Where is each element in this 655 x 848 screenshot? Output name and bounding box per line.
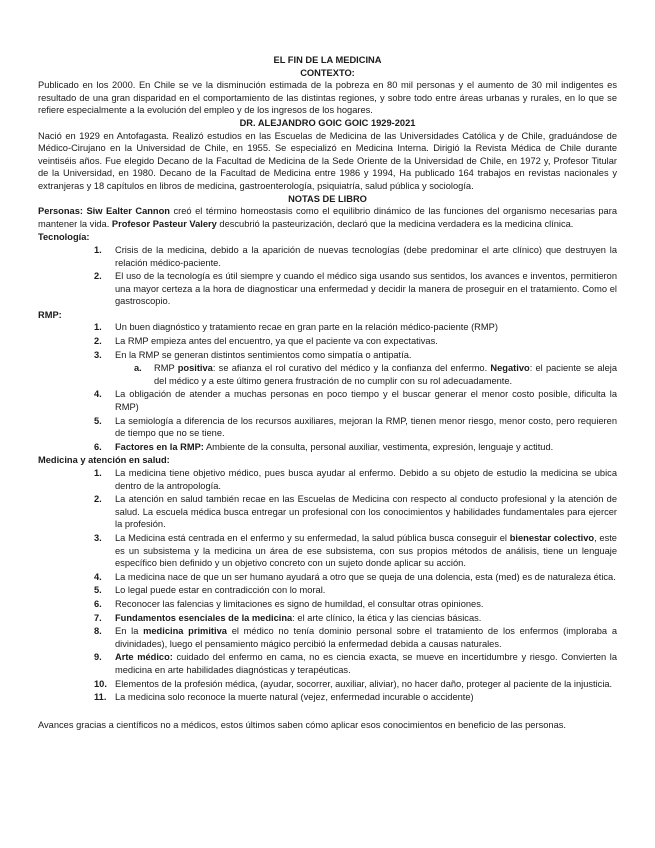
item-number: 11. [94,692,107,703]
notes-heading: NOTAS DE LIBRO [288,193,367,204]
item-number: 3. [94,349,102,360]
context-heading: CONTEXTO: [300,67,355,78]
item-text: Ambiente de la consulta, personal auxiliar, vestimenta, expresión, lenguaje y actitud. [203,441,554,452]
list-item [38,270,617,308]
item-bold-text: Factores en la RMP: [115,441,204,452]
rmp-sublist [38,362,617,387]
list-item [38,388,617,413]
sub-list-item [38,362,617,387]
context-paragraph: Publicado en los 2000. En Chile se ve la disminución estimada de la pobreza en 80 mil personas y el aumento de 30 mil indigentes es resultado de una gran disparidad en el comportamiento de las distintas regiones, y sobre todo entre áreas urbanas y rurales, en lo que se refiere especialmente a la evolución del empleo y de los ingresos de los hogares. [38,80,617,116]
list-item [38,467,617,492]
rmp-label: RMP: [38,309,62,320]
item-number: 4. [94,571,102,582]
negative-label: Negativo [490,363,530,374]
item-text: En la RMP se generan distintos sentimientos como simpatía o antipatía. [115,349,412,360]
document-title: EL FIN DE LA MEDICINA [273,55,382,65]
list-item [38,571,617,584]
item-number: 5. [94,415,102,426]
item-number: 1. [94,244,102,255]
item-text: El uso de la tecnología es útil siempre y cuando el médico siga usando sus sentidos, los avances e inventos, permitieron una mayor certeza a la hora de diagnosticar una enfermedad y decidir la manera de proseguir en el tratamiento. Como el gastroscopio. [115,271,617,307]
cannon-text: creó el término homeostasis como el equilibrio dinámico de las funciones del organismo necesarias para mantener la vida. [38,206,617,229]
negative-text: : el paciente se aleja del médico y a este último genera frustración de no cumplir con su rol adecuadamente. [154,363,618,386]
item-text: Reconocer las falencias y limitaciones es signo de humildad, el consultar otras opiniones. [115,598,484,609]
list-item [38,493,617,531]
item-number: 4. [94,389,102,400]
item-bold-text: Arte médico: [115,652,173,663]
sub-text-pre: RMP [154,363,178,374]
item-bold-text: Fundamentos esenciales de la medicina [115,612,293,623]
item-letter: a. [134,363,142,374]
item-text: La medicina nace de que un ser humano ayudará a otro que se queja de una dolencia, esta (med) es de naturaleza ética. [115,571,616,582]
item-number: 9. [94,652,102,663]
item-number: 2. [94,336,102,347]
item-text: La obligación de atender a muchas personas en poco tiempo y el buscar generar el menor costo posible, dificulta la RMP) [115,389,617,413]
medicine-label: Medicina y atención en salud: [38,455,170,466]
technology-list [38,244,617,308]
list-item [38,625,617,650]
item-number: 2. [94,271,102,282]
list-item [38,651,617,676]
item-number: 1. [94,468,102,478]
pasteur-text: descubrió la pasteurización, declaró que la medicina verdadera es la medicina clínica. [216,218,574,229]
cannon-name: Siw Ealter Cannon [86,206,170,217]
item-number: 6. [94,441,102,452]
positive-label: positiva [177,363,213,374]
list-item [38,441,617,454]
list-item [38,612,617,625]
spacer [38,705,617,719]
item-text-pre: En la [115,626,144,637]
list-item [38,691,617,704]
item-number: 10. [94,678,107,689]
pasteur-name: Profesor Pasteur Valery [111,218,217,229]
item-text-pre: La Medicina está centrada en el enfermo y su enfermedad, la salud pública busca conseguir el [115,532,510,543]
item-number: 3. [94,532,102,543]
item-text: Elementos de la profesión médica, (ayudar, socorrer, auxiliar, aliviar), no hacer daño, proteger al paciente de la injusticia. [115,678,613,689]
item-number: 5. [94,585,102,596]
item-bold-text: medicina primitiva [143,626,227,637]
item-text: La atención en salud también recae en las Escuelas de Medicina con respecto al conducto profesional y la atención de salud. La escuela médica busca entregar un profesional con los conocimientos y habilidades fundamentales para ejercer la profesión. [115,494,617,530]
item-text: La medicina solo reconoce la muerte natural (vejez, enfermedad incurable o accidente) [115,692,474,703]
item-text: La medicina tiene objetivo médico, pues busca ayudar al enfermo. Debido a su objeto de estudio la medicina se ubica dentro de la antropología. [115,468,617,491]
list-item [38,244,617,269]
medicine-list [38,467,617,704]
persons-paragraph [38,205,617,230]
list-item [38,335,617,348]
list-item [38,349,617,362]
positive-text: : se afianza el rol curativo del médico y la confianza del enfermo. [212,363,491,374]
list-item [38,532,617,570]
list-item [38,584,617,597]
author-paragraph: Nació en 1929 en Antofagasta. Realizó estudios en las Escuelas de Medicina de las Universidades Católica y de Chile, graduándose de Médico-Cirujano en la Universidad de Chile, en 1955. Se especializó en Medicina Interna. Dirigió la Revista Médica de Chile durante veintiséis años. Fue elegido Decano de la Facultad de Medicina de la Sede Oriente de la Universidad de Chile, en 1972 y, Profesor Titular de la Universidad, en 1980. Decano de la Facultad de Medicina entre 1986 y 1994, Ha publicado 164 trabajos en revistas nacionales y extranjeras y 18 capítulos en libros de medicina, gastroenterología, psiquiatría, salud pública y sociología. [38,130,617,191]
item-text: La semiología a diferencia de los recursos auxiliares, mejoran la RMP, tienen menor riesgo, menor costo, pero requieren de tiempo que no se tiene. [115,415,617,439]
item-text: Lo legal puede estar en contradicción con lo moral. [115,585,326,596]
item-text: cuidado del enfermo en cama, no es ciencia exacta, se mueve en incertidumbre y riesgo. Convierten la medicina en arte habilidades diagnósticas y terapéuticas. [115,652,617,675]
list-item [38,415,617,440]
item-text: La RMP empieza antes del encuentro, ya que el paciente va con expectativas. [115,336,438,347]
item-number: 2. [94,494,102,505]
item-number: 1. [94,322,102,333]
list-item [38,598,617,611]
item-number: 6. [94,598,102,609]
item-text: Un buen diagnóstico y tratamiento recae en gran parte en la relación médico-paciente (RMP) [115,322,498,333]
item-text: Crisis de la medicina, debido a la aparición de nuevas tecnologías (debe predominar el arte clínico) que destruyen la relación médico-paciente. [115,244,617,268]
closing-paragraph: Avances gracias a científicos no a médicos, estos últimos saben cómo aplicar esos conocimientos en beneficio de las personas. [38,719,566,730]
persons-label: Personas: [38,206,83,217]
list-item [38,678,617,691]
item-number: 8. [94,626,102,637]
list-item [38,321,617,334]
author-heading: DR. ALEJANDRO GOIC GOIC 1929-2021 [239,117,416,128]
rmp-list-continued [38,388,617,453]
rmp-list [38,321,617,361]
item-text: : el arte clínico, la ética y las ciencias básicas. [292,612,482,623]
item-bold-text: bienestar colectivo [509,532,595,543]
item-text: , este es un subsistema y la medicina un área de ese subsistema, con sus propios métodos de análisis, tiene un lenguaje específico bien definido y un objetivo concreto con un sujeto donde aplicar su acción. [115,532,617,569]
item-number: 7. [94,612,102,623]
technology-label: Tecnología: [38,232,90,243]
item-text: el médico no tenía dominio personal sobre el tratamiento de los enfermos (imploraba a divinidades), luego el pensamiento mágico percibió la enfermedad debida a causas naturales. [115,626,617,649]
